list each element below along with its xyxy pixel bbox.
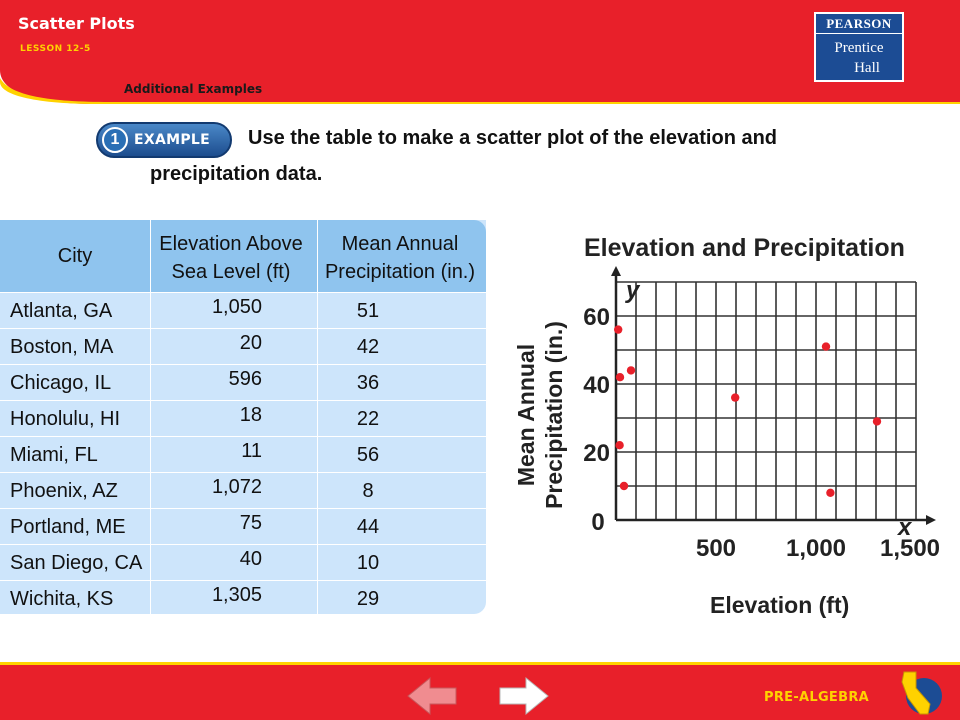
x-axis-arrow xyxy=(926,515,936,525)
header-elevation-line2: Sea Level (ft) xyxy=(171,261,291,283)
header-precipitation-line1: Mean Annual xyxy=(341,233,459,255)
example-number: 1 xyxy=(102,127,128,153)
cell-precipitation: 29 xyxy=(356,588,380,610)
cell-city: Portland, ME xyxy=(10,516,126,538)
x-axis-label: Elevation (ft) xyxy=(710,592,850,618)
lesson-number: LESSON 12-5 xyxy=(20,44,91,54)
data-point xyxy=(616,373,624,381)
logo-prentice: Prentice xyxy=(834,40,884,56)
data-table xyxy=(0,220,486,614)
cell-precipitation: 36 xyxy=(356,372,380,394)
table-row xyxy=(0,400,486,436)
data-point xyxy=(873,417,881,425)
cell-city: Phoenix, AZ xyxy=(10,480,118,502)
cell-elevation: 11 xyxy=(241,440,262,462)
logo-hall: Hall xyxy=(854,60,880,76)
header-precipitation-line2: Precipitation (in.) xyxy=(324,261,476,283)
table-row xyxy=(0,436,486,472)
cell-precipitation: 51 xyxy=(356,300,380,322)
chart-ticks xyxy=(583,304,940,562)
data-point xyxy=(822,342,830,350)
y-axis-arrow xyxy=(611,266,621,276)
cell-elevation: 20 xyxy=(239,332,262,354)
x-tick-label: 0 xyxy=(591,509,605,536)
cell-precipitation: 10 xyxy=(356,552,380,574)
cell-city: Atlanta, GA xyxy=(10,300,113,322)
table-row xyxy=(0,580,486,614)
publisher-logo xyxy=(814,12,904,82)
cell-city: San Diego, CA xyxy=(10,552,143,574)
x-tick-label: 500 xyxy=(695,535,737,562)
example-badge xyxy=(96,122,232,158)
example-label: EXAMPLE xyxy=(134,132,210,148)
cell-elevation: 1,050 xyxy=(211,296,262,318)
y-axis-letter: y xyxy=(626,277,640,304)
header-banner xyxy=(0,0,960,104)
header-city: City xyxy=(57,245,93,267)
cell-elevation: 1,305 xyxy=(211,584,262,606)
footer-bar xyxy=(0,662,960,720)
table-row xyxy=(0,292,486,328)
course-label: PRE-ALGEBRA xyxy=(764,690,869,705)
cell-precipitation: 42 xyxy=(356,336,380,358)
y-tick-label: 60 xyxy=(583,304,610,331)
next-button[interactable] xyxy=(498,676,550,716)
chart-grid xyxy=(616,282,916,520)
table-row xyxy=(0,328,486,364)
cell-city: Chicago, IL xyxy=(10,372,112,394)
y-tick-label: 20 xyxy=(583,440,610,467)
cell-elevation: 18 xyxy=(239,404,262,426)
california-icon xyxy=(896,668,942,718)
y-axis-label xyxy=(513,321,567,509)
chart-points xyxy=(614,325,881,497)
scatter-plot-svg xyxy=(504,220,960,630)
cell-city: Wichita, KS xyxy=(10,588,114,610)
right-arrow-icon xyxy=(498,676,550,716)
lesson-title: Scatter Plots xyxy=(18,14,135,33)
left-arrow-icon xyxy=(406,676,458,716)
prompt-line-2: precipitation data. xyxy=(150,163,323,185)
data-point xyxy=(620,482,628,490)
cell-city: Honolulu, HI xyxy=(10,408,121,430)
header-elevation-line1: Elevation Above xyxy=(159,233,303,255)
cell-precipitation: 44 xyxy=(356,516,380,538)
data-point xyxy=(627,366,635,374)
chart-title: Elevation and Precipitation xyxy=(584,234,905,262)
scatter-plot xyxy=(504,220,960,630)
header-precipitation xyxy=(312,220,486,292)
cell-precipitation: 56 xyxy=(356,444,380,466)
data-point xyxy=(614,325,622,333)
cell-elevation: 40 xyxy=(239,548,262,570)
table-row xyxy=(0,544,486,580)
cell-elevation: 75 xyxy=(239,512,262,534)
x-tick-label: 1,000 xyxy=(785,535,847,562)
y-axis-label-line1: Mean Annual xyxy=(513,343,539,487)
y-axis-label-line2: Precipitation (in.) xyxy=(541,321,567,509)
cell-elevation: 596 xyxy=(228,368,262,390)
table-row xyxy=(0,364,486,400)
y-tick-label: 40 xyxy=(583,372,610,399)
logo-pearson: PEARSON xyxy=(816,14,902,34)
table-row xyxy=(0,508,486,544)
table-row xyxy=(0,472,486,508)
cell-city: Boston, MA xyxy=(10,336,114,358)
prompt-line-1: Use the table to make a scatter plot of the elevation and xyxy=(248,127,778,149)
cell-precipitation: 8 xyxy=(362,480,374,502)
back-button[interactable] xyxy=(406,676,458,716)
table-header xyxy=(0,220,486,292)
data-point xyxy=(826,489,834,497)
data-point xyxy=(731,393,739,401)
cell-elevation: 1,072 xyxy=(211,476,262,498)
data-point xyxy=(615,441,623,449)
section-subtitle: Additional Examples xyxy=(124,82,263,96)
x-axis-letter: x xyxy=(898,514,912,541)
header-elevation xyxy=(144,220,318,292)
cell-precipitation: 22 xyxy=(356,408,380,430)
x-tick-label: 1,500 xyxy=(879,535,941,562)
cell-city: Miami, FL xyxy=(10,444,98,466)
